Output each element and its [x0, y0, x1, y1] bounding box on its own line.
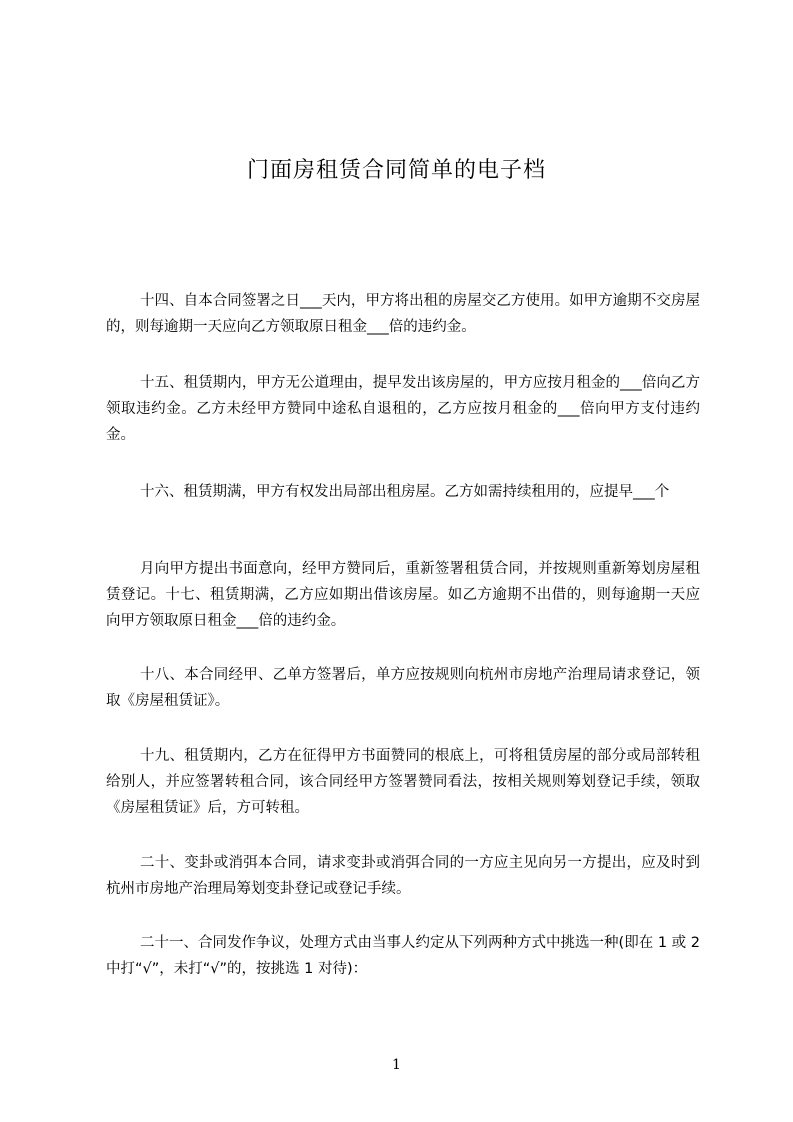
contract-clause-20: 二十、变卦或消弭本合同，请求变卦或消弭合同的一方应主见向另一方提出，应及时到杭州市房地产治理局筹划变卦登记或登记手续。	[106, 855, 700, 897]
contract-clause-18: 十八、本合同经甲、乙单方签署后，单方应按规则向杭州市房地产治理局请求登记，领取《房屋租赁证》。	[106, 667, 700, 709]
contract-clause-16-17-continued: 月向甲方提出书面意向，经甲方赞同后，重新签署租赁合同，并按规则重新筹划房屋租赁登记。十七、租赁期满，乙方应如期出借该房屋。如乙方逾期不出借的，则每逾期一天应向甲方领取原日租金___倍的违约金。	[106, 561, 700, 629]
contract-clause-16: 十六、租赁期满，甲方有权发出局部出租房屋。乙方如需持续租用的，应提早___个	[140, 484, 670, 500]
contract-clause-15: 十五、租赁期内，甲方无公道理由，提早发出该房屋的，甲方应按月租金的___倍向乙方领取违约金。乙方未经甲方赞同中途私自退租的，乙方应按月租金的___倍向甲方支付违约金。	[106, 375, 700, 443]
page-number: 1	[392, 1057, 401, 1073]
document-title: 门面房租赁合同简单的电子档	[246, 157, 546, 183]
contract-clause-21: 二十一、合同发作争议，处理方式由当事人约定从下列两种方式中挑选一种(即在 1 或 2 中打“√”，未打“√”的，按挑选 1 对待)：	[106, 935, 700, 977]
contract-clause-19: 十九、租赁期内，乙方在征得甲方书面赞同的根底上，可将租赁房屋的部分或局部转租给别人，并应签署转租合同，该合同经甲方签署赞同看法，按相关规则筹划登记手续，领取《房屋租赁证》后，方可转租。	[106, 748, 700, 816]
contract-clause-14: 十四、自本合同签署之日___天内，甲方将出租的房屋交乙方使用。如甲方逾期不交房屋的，则每逾期一天应向乙方领取原日租金___倍的违约金。	[106, 293, 700, 335]
